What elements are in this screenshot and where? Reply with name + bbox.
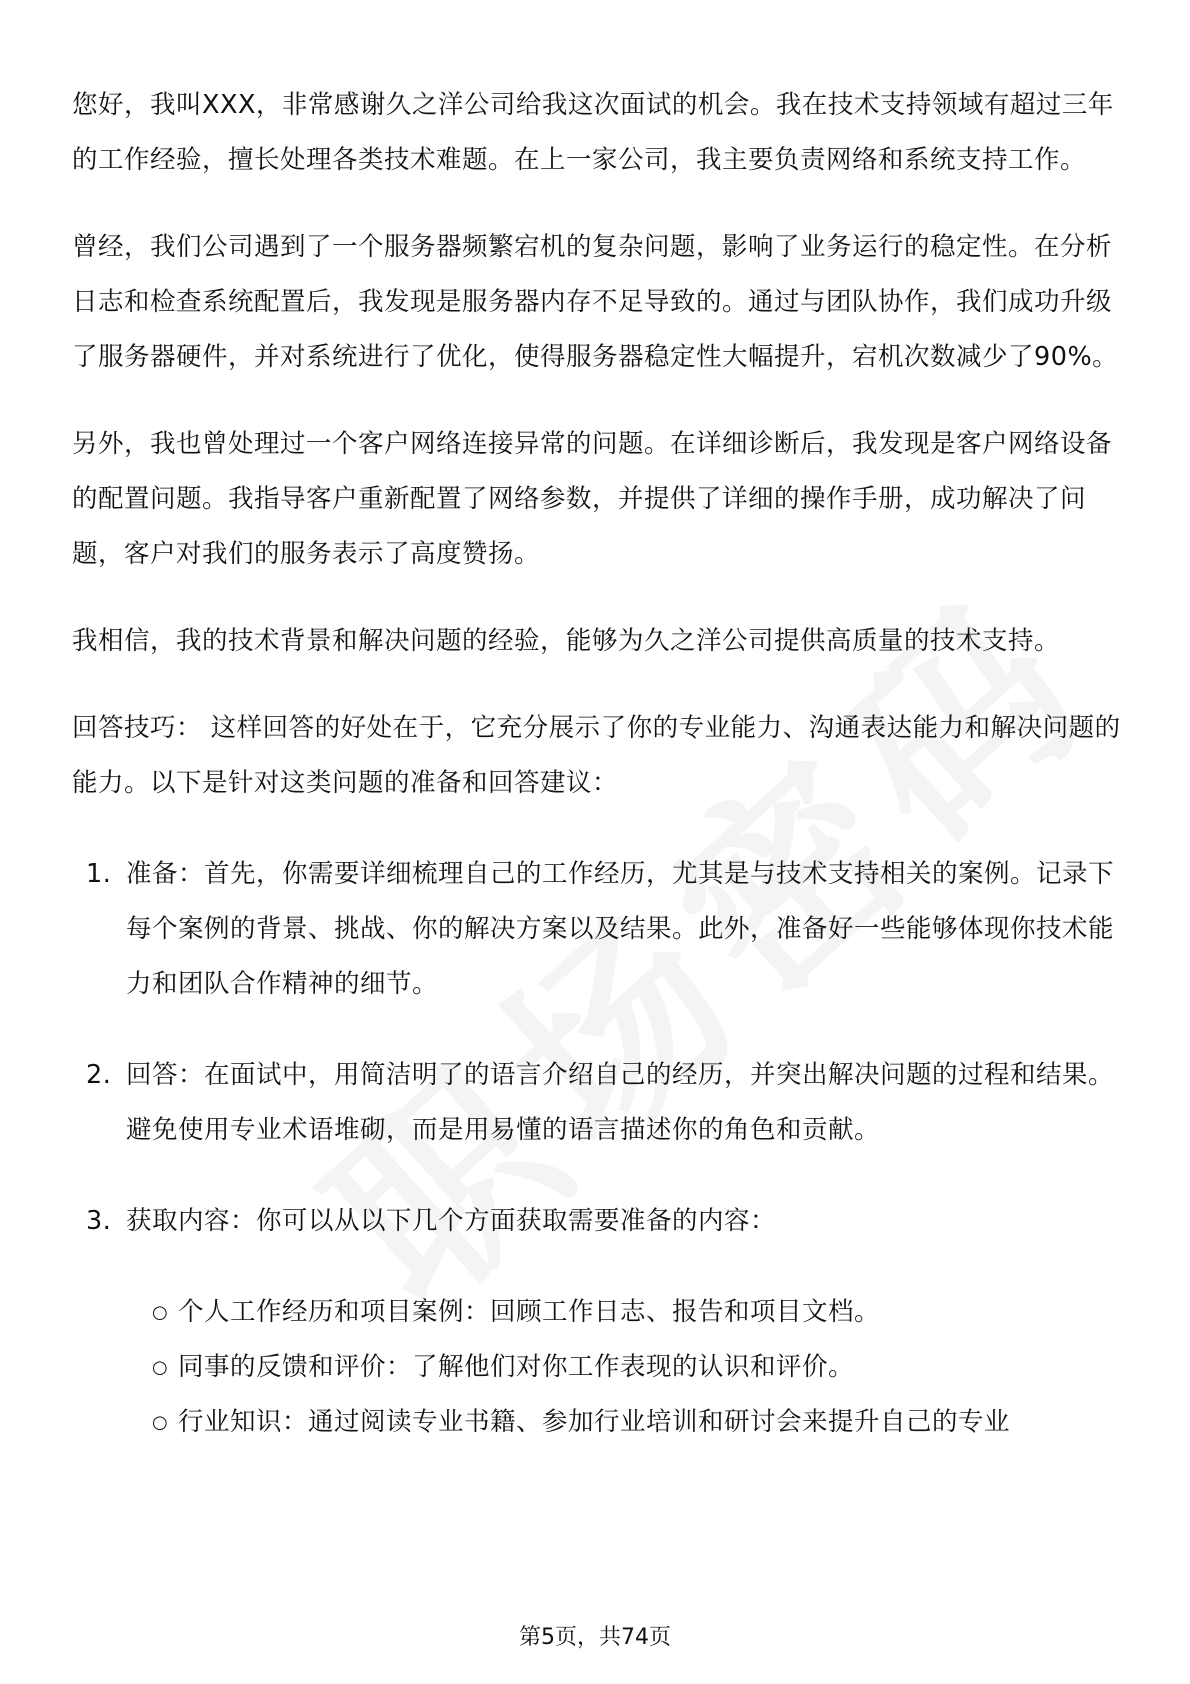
list-item-text: 准备：首先，你需要详细梳理自己的工作经历，尤其是与技术支持相关的案例。记录下每个案例的背景、挑战、你的解决方案以及结果。此外，准备好一些能够体现你技术能力和团队合作精神的细节。 xyxy=(126,859,1115,999)
list-number: 1. xyxy=(86,859,112,889)
paragraph-answer-tips: 回答技巧： 这样回答的好处在于，它充分展示了你的专业能力、沟通表达能力和解决问题的能力。以下是针对这类问题的准备和回答建议： xyxy=(72,713,1121,798)
paragraph-case-server: 曾经，我们公司遇到了一个服务器频繁宕机的复杂问题，影响了业务运行的稳定性。在分析日志和检查系统配置后，我发现是服务器内存不足导致的。通过与团队协作，我们成功升级了服务器硬件，并对系统进行了优化，使得服务器稳定性大幅提升，宕机次数减少了90%。 xyxy=(72,232,1119,372)
paragraph-case-network: 另外，我也曾处理过一个客户网络连接异常的问题。在详细诊断后，我发现是客户网络设备的配置问题。我指导客户重新配置了网络参数，并提供了详细的操作手册，成功解决了问题，客户对我们的服务表示了高度赞扬。 xyxy=(72,429,1113,569)
sub-list-item xyxy=(72,1340,1122,1395)
sub-list-item xyxy=(72,1285,1122,1340)
paragraph-closing: 我相信，我的技术背景和解决问题的经验，能够为久之洋公司提供高质量的技术支持。 xyxy=(72,626,1061,656)
paragraph-intro: 您好，我叫XXX，非常感谢久之洋公司给我这次面试的机会。我在技术支持领域有超过三年的工作经验，擅长处理各类技术难题。在上一家公司，我主要负责网络和系统支持工作。 xyxy=(72,90,1114,175)
list-item xyxy=(72,1048,1122,1158)
page-footer: 第5页，共74页 xyxy=(519,1625,671,1650)
sub-list-item-text: 个人工作经历和项目案例：回顾工作日志、报告和项目文档。 xyxy=(178,1297,881,1327)
document-body xyxy=(72,78,1122,1450)
list-item xyxy=(72,847,1122,1012)
sub-list-item-text: 行业知识：通过阅读专业书籍、参加行业培训和研讨会来提升自己的专业 xyxy=(178,1407,1011,1437)
sub-list-item-text: 同事的反馈和评价：了解他们对你工作表现的认识和评价。 xyxy=(178,1352,855,1382)
sub-list-item xyxy=(72,1395,1122,1450)
list-item xyxy=(72,1194,1122,1249)
sub-list xyxy=(72,1285,1122,1450)
circle-bullet-icon: ○ xyxy=(152,1357,169,1378)
circle-bullet-icon: ○ xyxy=(152,1412,169,1433)
list-number: 2. xyxy=(86,1060,112,1090)
ordered-list xyxy=(72,847,1122,1249)
list-item-text: 获取内容：你可以从以下几个方面获取需要准备的内容： xyxy=(126,1206,777,1236)
list-item-text: 回答：在面试中，用简洁明了的语言介绍自己的经历，并突出解决问题的过程和结果。避免使用专业术语堆砌，而是用易懂的语言描述你的角色和贡献。 xyxy=(126,1060,1115,1145)
list-number: 3. xyxy=(86,1206,112,1236)
circle-bullet-icon: ○ xyxy=(152,1302,169,1323)
